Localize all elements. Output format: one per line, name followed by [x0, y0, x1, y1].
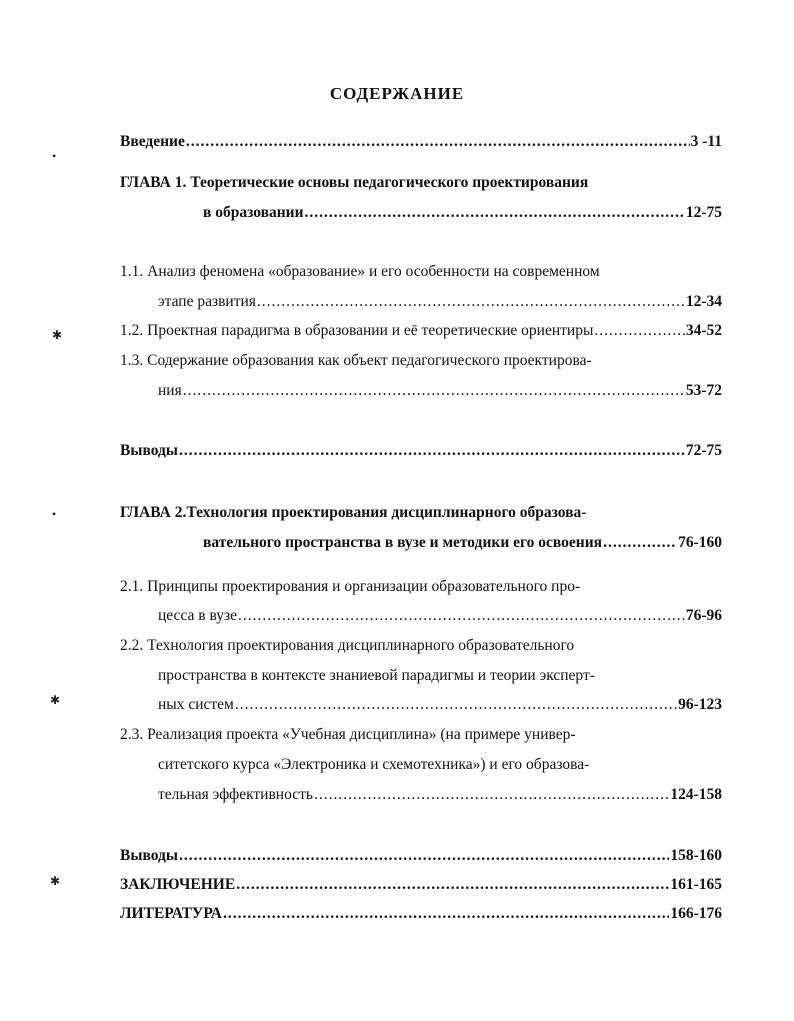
toc-entry-section-1-1[interactable]: этапе развития ..... 12-34	[158, 292, 722, 312]
page-number: 158-160	[670, 847, 722, 864]
toc-chapter-1-title[interactable]: ГЛАВА 1. Теоретические основы педагогического проектирования	[120, 174, 589, 191]
leader-dots	[223, 904, 669, 924]
leader-dots	[236, 875, 669, 895]
toc-section-2-1-title[interactable]: 2.1. Принципы проектирования и организации образовательного про-	[120, 578, 581, 595]
leader-dots	[186, 132, 690, 152]
toc-entry-section-2-1[interactable]: цесса в вузе ..... 76-96	[158, 606, 722, 626]
toc-entry-section-1-3[interactable]: ния ..... 53-72	[158, 381, 722, 401]
toc-entry-chapter-1[interactable]: в образовании ..... 12-75	[203, 203, 722, 223]
page-number: 76-96	[685, 607, 722, 624]
toc-entry-conclusions-2[interactable]: Выводы ..... 158-160	[120, 846, 722, 866]
page-number: 34-52	[685, 322, 722, 339]
page-number: 12-34	[685, 293, 722, 310]
page-number: 76-160	[678, 534, 722, 551]
page-number: 12-75	[685, 204, 722, 221]
toc-entry-literature[interactable]: ЛИТЕРАТУРА ..... 166-176	[120, 904, 722, 924]
toc-entry-conclusion[interactable]: ЗАКЛЮЧЕНИЕ ..... 161-165	[120, 875, 722, 895]
leader-dots	[179, 846, 669, 866]
toc-entry-intro[interactable]: Введение ..... 3 -11	[120, 132, 722, 152]
page-number: 72-75	[685, 442, 722, 459]
page-number: 96-123	[678, 696, 722, 713]
leader-dots	[305, 203, 685, 223]
toc-section-2-3-title[interactable]: 2.3. Реализация проекта «Учебная дисциплина» (на примере универ-	[120, 726, 576, 743]
margin-mark: ✱	[50, 693, 61, 707]
page-title: СОДЕРЖАНИЕ	[329, 84, 465, 103]
margin-mark: •	[52, 507, 57, 521]
leader-dots	[183, 381, 685, 401]
toc-section-1-3-title[interactable]: 1.3. Содержание образования как объект педагогического проектирова-	[120, 352, 592, 369]
leader-dots	[603, 533, 677, 553]
margin-mark: ✱	[52, 328, 63, 342]
margin-mark: •	[52, 149, 57, 163]
toc-section-2-3-line-2: ситетского курса «Электроника и схемотехника») и его образова-	[158, 756, 590, 773]
leader-dots	[314, 785, 669, 805]
toc-section-1-1-title[interactable]: 1.1. Анализ феномена «образование» и его особенности на современном	[120, 263, 600, 280]
leader-dots	[594, 321, 684, 341]
page-number: 161-165	[670, 876, 722, 893]
leader-dots	[235, 695, 677, 715]
toc-entry-section-1-2[interactable]: 1.2. Проектная парадигма в образовании и её теоретические ориентиры ..... 34-52	[120, 321, 722, 341]
toc-section-2-2-line-2: пространства в контексте знаниевой парадигмы и теории эксперт-	[158, 667, 595, 684]
leader-dots	[257, 292, 685, 312]
toc-entry-section-2-2[interactable]: ных систем ..... 96-123	[158, 695, 722, 715]
toc-entry-conclusions-1[interactable]: Выводы ..... 72-75	[120, 441, 722, 461]
leader-dots	[238, 606, 685, 626]
toc-entry-section-2-3[interactable]: тельная эффективность ..... 124-158	[158, 785, 722, 805]
page-number: 166-176	[670, 905, 722, 922]
toc-entry-chapter-2[interactable]: вательного пространства в вузе и методики его освоения ..... 76-160	[203, 533, 722, 553]
margin-mark: ✱	[50, 874, 61, 888]
page-number: 53-72	[685, 382, 722, 399]
page-number: 124-158	[670, 786, 722, 803]
page-number: 3 -11	[690, 133, 722, 150]
toc-chapter-2-title[interactable]: ГЛАВА 2.Технология проектирования дисциплинарного образова-	[120, 504, 587, 521]
toc-section-2-2-title[interactable]: 2.2. Технология проектирования дисциплинарного образовательного	[120, 637, 575, 654]
leader-dots	[179, 441, 685, 461]
